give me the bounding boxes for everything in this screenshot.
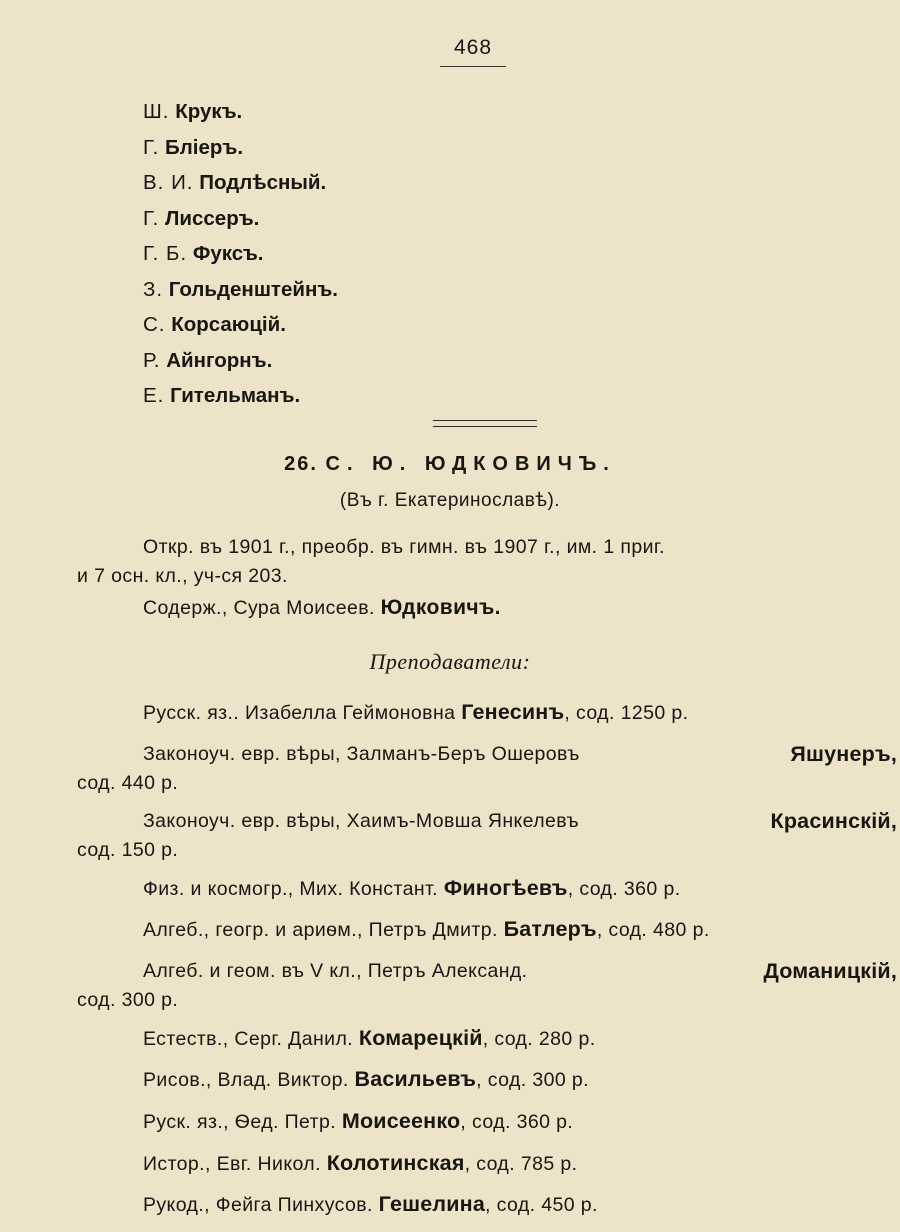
teacher-surname: Батлеръ bbox=[503, 917, 597, 942]
owner-surname: Юдковичъ. bbox=[380, 596, 501, 619]
school-owner bbox=[77, 593, 887, 622]
school-info bbox=[77, 533, 887, 591]
teacher-surname: Красинскій, bbox=[770, 808, 897, 833]
owner-label: Содерж., Сура Моисеев. bbox=[143, 597, 375, 619]
school-number: 26. bbox=[284, 453, 318, 475]
school-name: С. Ю. ЮДКОВИЧЪ. bbox=[325, 453, 616, 475]
teacher-entry: Законоуч. евр. вѣры, Залманъ-Беръ Ошеровъ Яшунеръ, сод. 440 р. bbox=[77, 741, 897, 794]
teacher-surname: Васильевъ bbox=[354, 1067, 477, 1092]
staff-list-item: Г. Лиссеръ. bbox=[143, 206, 260, 230]
staff-list-item: Г. Б. Фуксъ. bbox=[143, 242, 264, 265]
teacher-entry: Рисов., Влад. Виктор. Васильевъ, сод. 300 р. bbox=[143, 1067, 589, 1092]
staff-list-item: Е. Гительманъ. bbox=[143, 384, 301, 407]
teacher-entry: Русск. яз.. Изабелла Геймоновна Генесинъ, сод. 1250 р. bbox=[143, 700, 689, 724]
teachers-title: Преподаватели: bbox=[369, 649, 531, 674]
teachers-list bbox=[77, 698, 897, 1232]
staff-list bbox=[143, 94, 338, 414]
section-divider bbox=[433, 420, 537, 427]
teacher-entry: Рукод., Фейга Пинхусов. Гешелина, сод. 450 р. bbox=[143, 1192, 598, 1217]
school-location: (Въ г. Екатеринославѣ). bbox=[339, 490, 561, 511]
teacher-entry: Законоуч. евр. вѣры, Хаимъ-Мовша Янкелевъ Красинскій, сод. 150 р. bbox=[77, 808, 897, 861]
teacher-surname: Гешелина bbox=[378, 1192, 486, 1217]
teacher-surname: Доманицкій, bbox=[763, 958, 897, 983]
teacher-surname: Комарецкій bbox=[358, 1025, 483, 1050]
teacher-surname: Моисеенко bbox=[341, 1108, 461, 1133]
teacher-surname: Колотинская bbox=[326, 1150, 465, 1175]
staff-list-item: Ш. Крукъ. bbox=[143, 100, 243, 123]
teacher-entry: Руск. яз., Ѳед. Петр. Моисеенко, сод. 360 р. bbox=[143, 1108, 574, 1133]
teacher-surname: Генесинъ bbox=[461, 700, 565, 724]
teacher-entry: Истор., Евг. Никол. Колотинская, сод. 785 р. bbox=[143, 1150, 578, 1175]
teacher-entry: Алгеб. и геом. въ V кл., Петръ Александ. Доманицкій, сод. 300 р. bbox=[77, 958, 897, 1011]
teacher-surname: Яшунеръ, bbox=[790, 741, 897, 766]
school-heading bbox=[0, 453, 900, 476]
staff-list-item: В. И. Подлѣсный. bbox=[143, 171, 327, 194]
staff-list-item: Р. Айнгорнъ. bbox=[143, 348, 273, 372]
page-number-rule bbox=[440, 66, 506, 67]
teacher-surname: Финогѣевъ bbox=[443, 875, 568, 900]
school-info-line: Откр. въ 1901 г., преобр. въ гимн. въ 1907 г., им. 1 приг. bbox=[143, 536, 665, 558]
teacher-entry: Алгеб., геогр. и ариѳм., Петръ Дмитр. Батлеръ, сод. 480 р. bbox=[143, 917, 710, 942]
staff-list-item: З. Гольденштейнъ. bbox=[143, 277, 338, 301]
staff-list-item: С. Корсаюцій. bbox=[143, 313, 286, 336]
teacher-entry: Естеств., Серг. Данил. Комарецкій, сод. 280 р. bbox=[143, 1025, 596, 1050]
school-info-line: и 7 осн. кл., уч-ся 203. bbox=[77, 565, 288, 587]
teacher-entry: Физ. и космогр., Мих. Констант. Финогѣевъ, сод. 360 р. bbox=[143, 875, 681, 900]
page-number: 468 bbox=[453, 36, 493, 59]
staff-list-item: Г. Бліеръ. bbox=[143, 135, 244, 159]
